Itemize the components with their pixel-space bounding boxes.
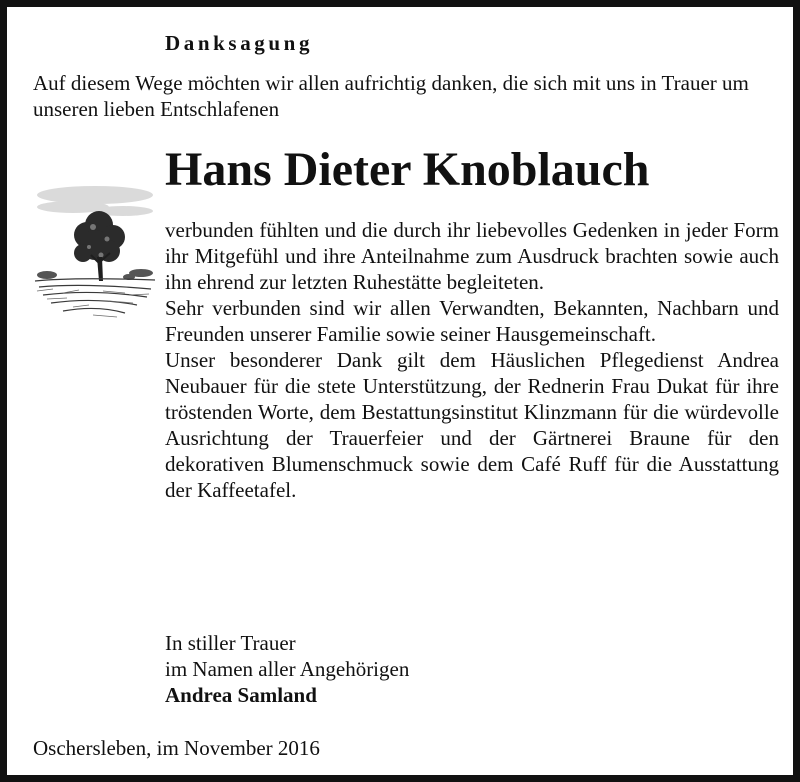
signer-name: Andrea Samland (165, 683, 317, 707)
paragraph-2: Sehr verbunden sind wir allen Verwandten, Bekannten, Nachbarn und Freunden unserer Familie sowie seiner Hausgemeinschaft. (165, 296, 779, 346)
closing-line-1: In stiller Trauer (165, 631, 296, 655)
intro-text: Auf diesem Wege möchten wir allen aufrichtig danken, die sich mit uns in Trauer um unseren lieben Entschlafenen (33, 71, 749, 121)
place-date: Oschersleben, im November 2016 (33, 736, 320, 760)
paragraph-1: verbunden fühlten und die durch ihr liebevolles Gedenken in jeder Form ihr Mitgefühl und ihre Anteilnahme zum Ausdruck brachten sowie auch ihn ehrend zur letzten Ruhestätte begleiteten. (165, 218, 779, 294)
closing-block (165, 630, 409, 708)
deceased-name: Hans Dieter Knoblauch (165, 143, 650, 196)
paragraph-3: Unser besonderer Dank gilt dem Häuslichen Pflegedienst Andrea Neubauer für die stete Unterstützung, der Rednerin Frau Dukat für ihre tröstenden Worte, dem Bestattungsinstitut Klinzmann für die würdevolle Ausrichtung der Trauerfeier und der Gärtnerei Braune für den dekorativen Blumenschmuck sowie dem Café Ruff für die Ausstattung der Kaffeetafel. (165, 348, 779, 502)
closing-line-2: im Namen aller Angehörigen (165, 657, 410, 681)
tree-landscape-illustration (33, 177, 157, 322)
thanks-body (165, 217, 779, 503)
notice-heading: Danksagung (165, 31, 314, 55)
